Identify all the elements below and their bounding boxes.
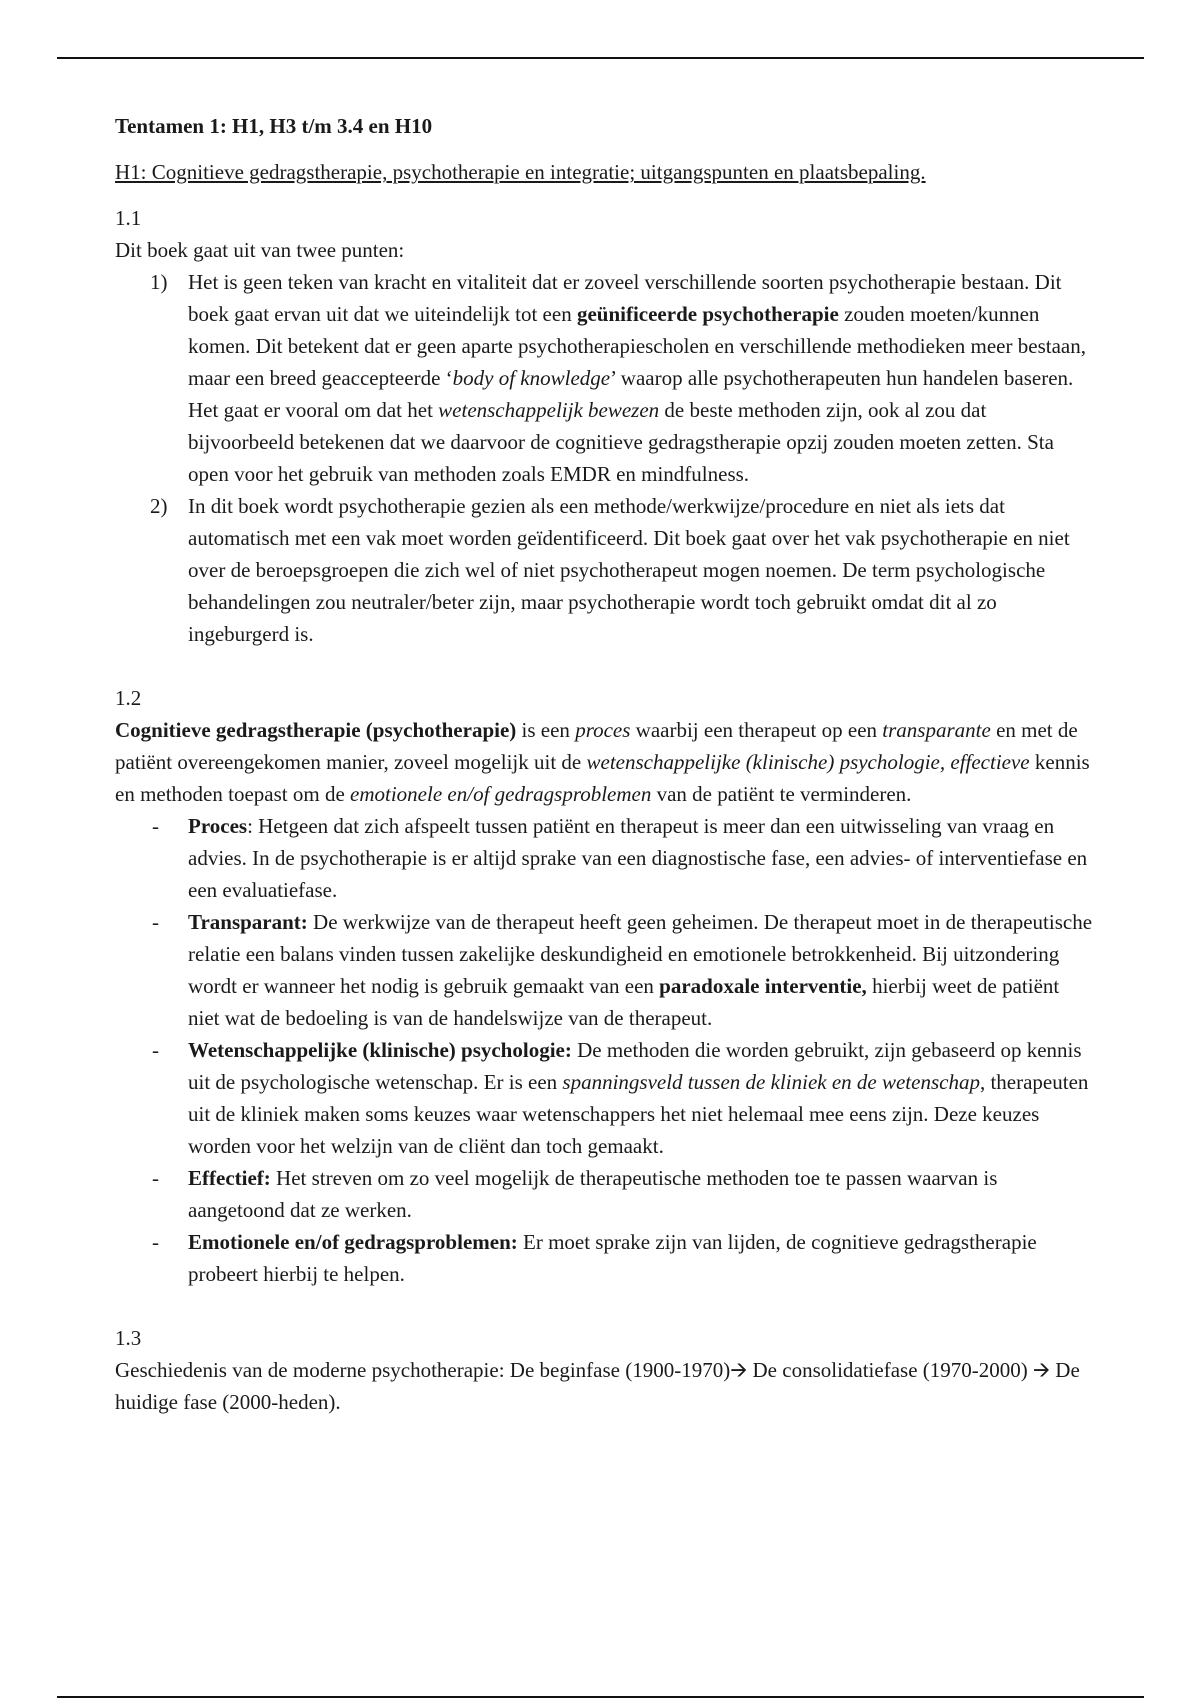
section-number-1-1: 1.1 xyxy=(115,206,142,230)
item-text: zouden moeten/kunnen komen. Dit betekent dat er geen aparte psychotherapiescholen en verschillende methodieken meer bestaan, maar een breed geaccepteerde ‘ xyxy=(188,302,1086,390)
bullet-text: , therapeuten uit de kliniek maken soms keuzes waar wetenschappers het niet helemaal mee eens zijn. Deze keuzes worden voor het welzijn van de cliënt dan toch gemaakt. xyxy=(188,1070,1089,1158)
list-item-transparant xyxy=(115,906,1095,1034)
list-item-emotioneel xyxy=(115,1226,1095,1290)
definition-term: Cognitieve gedragstherapie (psychotherapie) xyxy=(115,718,517,742)
bullet-text: De werkwijze van de therapeut heeft geen geheimen. De therapeut moet in de therapeutische relatie een balans vinden tussen zakelijke deskundigheid en emotionele betrokkenheid. Bij uitzondering wordt er wanneer het nodig is gebruik gemaakt van een xyxy=(188,910,1093,998)
item-italic-text: wetenschappelijk bewezen xyxy=(438,398,660,422)
document-body xyxy=(115,110,1095,1418)
footer-rule xyxy=(57,1696,1144,1698)
document-title: Tentamen 1: H1, H3 t/m 3.4 en H10 xyxy=(115,114,433,138)
bullet-marker: - xyxy=(152,1166,159,1190)
list-item-wetenschap xyxy=(115,1034,1095,1162)
bullet-marker: - xyxy=(152,1230,159,1254)
bullet-list xyxy=(115,810,1095,1290)
bullet-text: hierbij weet de patiënt niet wat de bedoeling is van de handelswijze van de therapeut. xyxy=(188,974,1060,1030)
bullet-text: Er moet sprake zijn van lijden, de cognitieve gedragstherapie probeert hierbij te helpen. xyxy=(188,1230,1037,1286)
item-text: de beste methoden zijn, ook al zou dat bijvoorbeeld betekenen dat we daarvoor de cognitieve gedragstherapie opzij zouden moeten zetten. Sta open voor het gebruik van methoden zoals EMDR en mindfulness. xyxy=(188,398,1054,486)
bullet-italic-text: spanningsveld tussen de kliniek en de wetenschap xyxy=(562,1070,980,1094)
definition-italic: emotionele en/of gedragsproblemen xyxy=(350,782,652,806)
bullet-marker: - xyxy=(152,1038,159,1062)
list-marker: 1) xyxy=(150,270,168,294)
definition-paragraph xyxy=(115,714,1095,810)
definition-text: kennis en methoden toepast om de xyxy=(115,750,1090,806)
definition-italic: transparante xyxy=(882,718,991,742)
list-item xyxy=(115,490,1095,650)
definition-text: waarbij een therapeut op een xyxy=(630,718,883,742)
list-marker: 2) xyxy=(150,494,168,518)
numbered-list xyxy=(115,266,1095,650)
item-bold-text: geünificeerde psychotherapie xyxy=(576,302,839,326)
bullet-text: : Hetgeen dat zich afspeelt tussen patiënt en therapeut is meer dan een uitwisseling van vraag en advies. In de psychotherapie is er altijd sprake van een diagnostische fase, een advies- of interventiefase en een evaluatiefase. xyxy=(188,814,1088,902)
bullet-text: Het streven om zo veel mogelijk de therapeutische methoden toe te passen waarvan is aangetoond dat ze werken. xyxy=(188,1166,998,1222)
section-1-1-intro: Dit boek gaat uit van twee punten: xyxy=(115,238,405,262)
list-item-proces xyxy=(115,810,1095,906)
item-italic-text: body of knowledge xyxy=(452,366,611,390)
bullet-label: Proces xyxy=(188,814,248,838)
bullet-label: Wetenschappelijke (klinische) psychologie: xyxy=(188,1038,572,1062)
definition-text: is een xyxy=(516,718,576,742)
bullet-label: Emotionele en/of gedragsproblemen: xyxy=(188,1230,518,1254)
item-text: Het is geen teken van kracht en vitaliteit dat er zoveel verschillende soorten psychotherapie bestaan. Dit boek gaat ervan uit dat we uiteindelijk tot een xyxy=(188,270,1062,326)
chapter-heading: H1: Cognitieve gedragstherapie, psychotherapie en integratie; uitgangspunten en plaatsbepaling. xyxy=(115,160,926,184)
definition-text: van de patiënt te verminderen. xyxy=(651,782,912,806)
bullet-label: Transparant: xyxy=(188,910,308,934)
bullet-text: De methoden die worden gebruikt, zijn gebaseerd op kennis uit de psychologische wetenschap. Er is een xyxy=(188,1038,1082,1094)
definition-italic: proces xyxy=(575,718,631,742)
bullet-label: Effectief: xyxy=(188,1166,271,1190)
history-paragraph: Geschiedenis van de moderne psychotherapie: De beginfase (1900-1970)🡪 De consolidatiefase (1970-2000) 🡪 De huidige fase (2000-heden). xyxy=(115,1358,1080,1414)
item-text: ’ waarop alle psychotherapeuten hun handelen baseren. Het gaat er vooral om dat het xyxy=(188,366,1074,422)
bullet-marker: - xyxy=(152,814,159,838)
item-text: In dit boek wordt psychotherapie gezien als een methode/werkwijze/procedure en niet als iets dat automatisch met een vak moet worden geïdentificeerd. Dit boek gaat over het vak psychotherapie en niet over de beroepsgroepen die zich wel of niet psychotherapeut mogen noemen. De term psychologische behandelingen zou neutraler/beter zijn, maar psychotherapie wordt toch gebruikt omdat dit al zo ingeburgerd is. xyxy=(188,494,1070,646)
list-item-effectief xyxy=(115,1162,1095,1226)
list-item xyxy=(115,266,1095,490)
section-number-1-2: 1.2 xyxy=(115,686,142,710)
header-rule xyxy=(57,57,1144,59)
section-number-1-3: 1.3 xyxy=(115,1326,142,1350)
definition-text: en met de patiënt overeengekomen manier, zoveel mogelijk uit de xyxy=(115,718,1078,774)
bullet-bold-text: paradoxale interventie, xyxy=(659,974,867,998)
bullet-marker: - xyxy=(152,910,159,934)
definition-italic: wetenschappelijke (klinische) psychologie, effectieve xyxy=(586,750,1030,774)
